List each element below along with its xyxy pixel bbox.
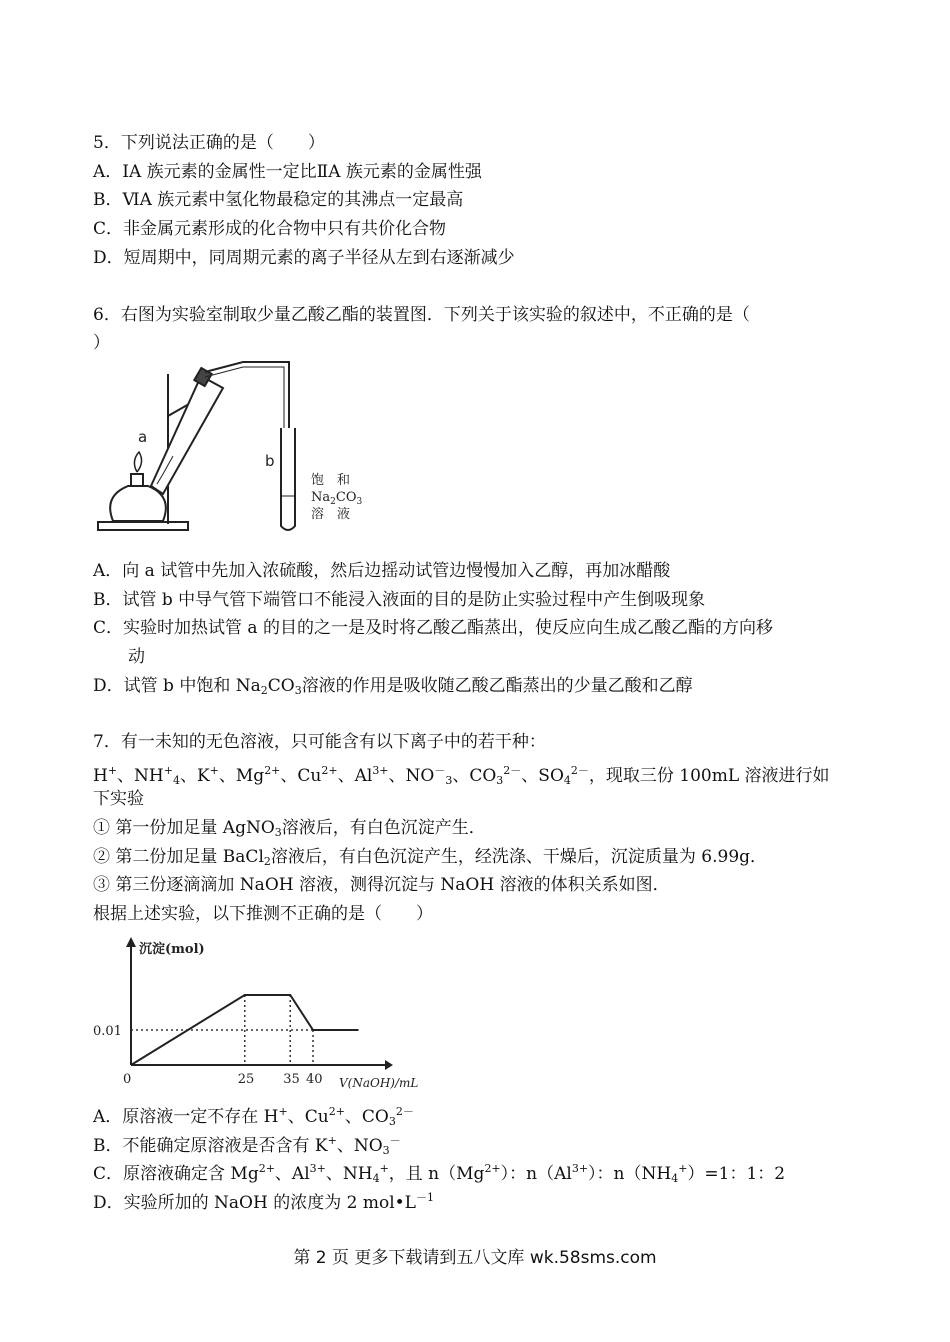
y-axis-label: 沉淀(mol): [139, 942, 205, 957]
q7-stem: 7．有一未知的无色溶液，只可能含有以下离子中的若干种：: [93, 732, 546, 752]
precipitate-volume-chart: [93, 935, 443, 1095]
q7-option-a: A．原溶液一定不存在 H+、$Cu^{2+}$、$CO_3^{2-}$: [93, 1105, 414, 1128]
q5-option-d: D．短周期中，同周期元素的离子半径从左到右逐渐减少: [93, 248, 515, 268]
q5-option-a: A．ⅠA 族元素的金属性一定比ⅡA 族元素的金属性强: [93, 162, 482, 182]
q6-option-c: C．实验时加热试管 a 的目的之一是及时将乙酸乙酯蒸出，使反应向生成乙酸乙酯的方向移: [93, 618, 773, 638]
page-footer: 第 2 页 更多下载请到五八文库 wk.58sms.com: [293, 1248, 657, 1268]
ester-apparatus-figure: [93, 356, 393, 536]
x-tick-35: 35: [283, 1072, 300, 1087]
q7-experiment-3: ③ 第三份逐滴滴加 NaOH 溶液，测得沉淀与 NaOH 溶液的体积关系如图．: [93, 875, 670, 895]
y-axis-arrow: [126, 937, 136, 947]
label-a: a: [138, 428, 148, 446]
y-tick-0-01: 0.01: [93, 1024, 122, 1039]
label-b: b: [265, 452, 275, 470]
q7-option-b: B．不能确定原溶液是否含有 K+、$NO_3^-$: [93, 1134, 401, 1157]
q7-option-c: C．原溶液确定含 $Mg^{2+}$、$Al^{3+}$、$NH_4^+$，且 $n(Mg^{2+})$：$n(Al^{3+})$：$n(NH_4^+)=1$：1：2: [93, 1162, 786, 1185]
q6-stem: 6．右图为实验室制取少量乙酸乙酯的装置图．下列关于该实验的叙述中，不正确的是（: [93, 305, 750, 325]
x-tick-25: 25: [237, 1072, 255, 1087]
x-axis-arrow: [385, 1060, 393, 1070]
x-axis-label: V(NaOH)/mL: [339, 1076, 419, 1090]
q5-option-b: B．ⅥA 族元素中氢化物最稳定的其沸点一定最高: [93, 190, 464, 210]
q6-option-b: B．试管 b 中导气管下端管口不能浸入液面的目的是防止实验过程中产生倒吸现象: [93, 590, 706, 610]
label-saturated: 饱 和: [311, 473, 351, 488]
q7-ions: H+、$NH^+_4$、K+、$Mg^{2+}$、$Cu^{2+}$、$Al^{3+}$、$NO^-_3$、$CO_3^{2-}$、$SO_4^{2-}$，现取三份 100mL 溶液进行如: [93, 764, 830, 787]
q6-stem-cont: ）: [93, 333, 110, 353]
label-na2co3: $Na_2CO_3$: [311, 490, 363, 507]
q7-question: 根据上述实验，以下推测不正确的是（ ）: [93, 904, 433, 924]
q6-option-a: A．向 a 试管中先加入浓硫酸，然后边摇动试管边慢慢加入乙醇，再加冰醋酸: [93, 561, 671, 581]
x-tick-40: 40: [306, 1072, 323, 1087]
q6-option-c-cont: 动: [128, 647, 145, 667]
q7-experiment-1: ① 第一份加足量 AgNO$_3$溶液后，有白色沉淀产生．: [93, 818, 486, 839]
q7-stem-cont: 下实验: [93, 789, 144, 809]
q5-stem: 5．下列说法正确的是（ ）: [93, 133, 325, 153]
q5-option-c: C．非金属元素形成的化合物中只有共价化合物: [93, 219, 447, 239]
q6-option-d: D．试管 b 中饱和 $Na_2CO_3$溶液的作用是吸收随乙酸乙酯蒸出的少量乙酸和乙醇: [93, 676, 693, 697]
x-tick-0: 0: [123, 1072, 132, 1087]
label-solution: 溶 液: [311, 507, 351, 522]
q7-experiment-2: ② 第二份加足量 BaCl$_2$溶液后，有白色沉淀产生，经洗涤、干燥后，沉淀质量为 6.99g．: [93, 847, 768, 868]
q7-option-d: D．实验所加的 NaOH 的浓度为 2 $mol•L^{-1}$: [93, 1191, 434, 1213]
